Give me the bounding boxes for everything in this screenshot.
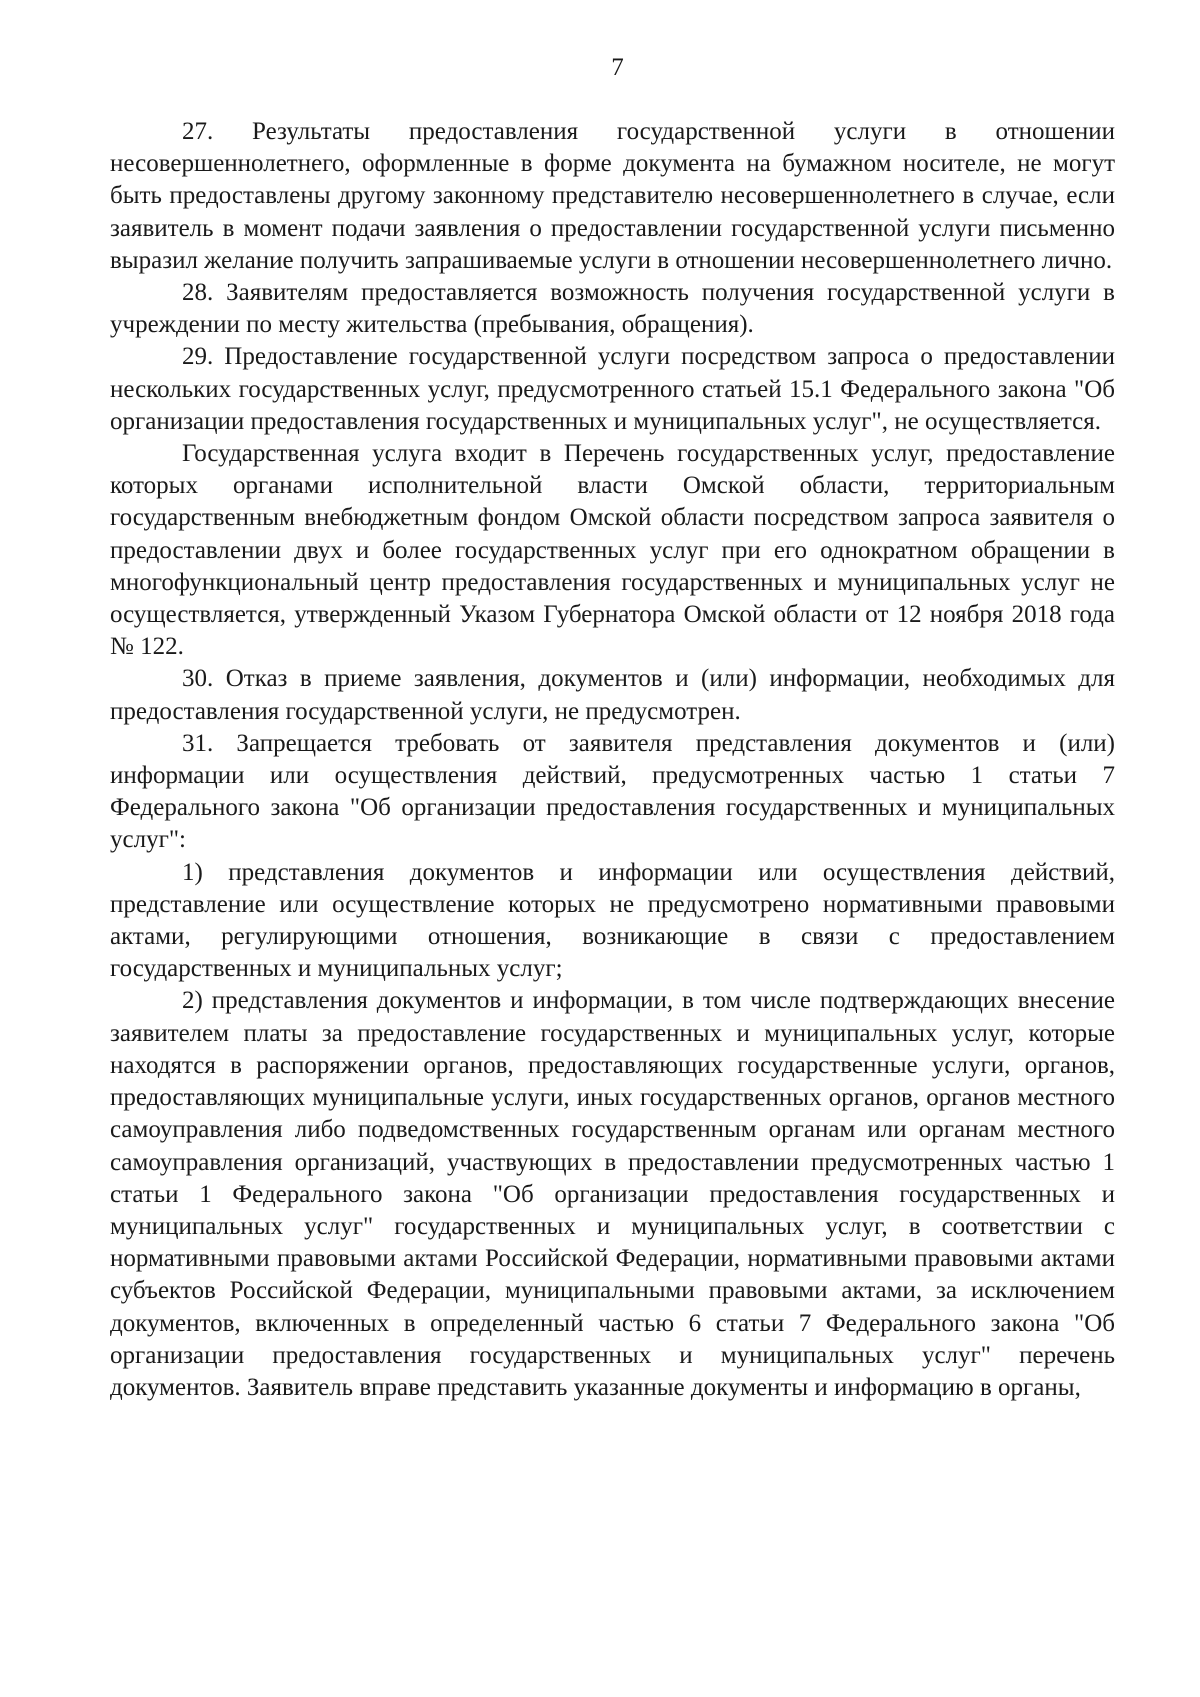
paragraph-29: 29. Предоставление государственной услуги посредством запроса о предоставлении нескольких государственных услуг, предусмотренного статьей 15.1 Федерального закона "Об организации предоставления государственных и муниципальных услуг", не осуществляется. <box>110 343 1115 435</box>
paragraph-30: 30. Отказ в приеме заявления, документов и (или) информации, необходимых для предоставления государственной услуги, не предусмотрен. <box>110 665 1115 725</box>
paragraph-29-list-note: Государственная услуга входит в Перечень государственных услуг, предоставление которых органами исполнительной власти Омской области, территориальным государственным внебюджетным фондом Омской области посредством запроса заявителя о предоставлении двух и более государственных услуг при его однократном обращении в многофункциональный центр предоставления государственных и муниципальных услуг не осуществляется, утвержденный Указом Губернатора Омской области от 12 ноября 2018 года № 122. <box>110 440 1115 661</box>
paragraph-31: 31. Запрещается требовать от заявителя представления документов и (или) информации или осуществления действий, предусмотренных частью 1 статьи 7 Федерального закона "Об организации предоставления государственных и муниципальных услуг": <box>110 729 1115 854</box>
paragraph-28: 28. Заявителям предоставляется возможность получения государственной услуги в учреждении по месту жительства (пребывания, обращения). <box>110 279 1115 339</box>
paragraph-27: 27. Результаты предоставления государственной услуги в отношении несовершеннолетнего, оформленные в форме документа на бумажном носителе, не могут быть предоставлены другому законному представителю несовершеннолетнего в случае, если заявитель в момент подачи заявления о предоставлении государственной услуги письменно выразил желание получить запрашиваемые услуги в отношении несовершеннолетнего лично. <box>110 118 1115 274</box>
page-number: 7 <box>611 54 624 81</box>
document-page <box>110 52 1115 1404</box>
paragraph-31-item-1: 1) представления документов и информации или осуществления действий, представление или осуществление которых не предусмотрено нормативными правовыми актами, регулирующими отношения, возникающие в связи с предоставлением государственных и муниципальных услуг; <box>110 858 1115 983</box>
paragraph-31-item-2: 2) представления документов и информации, в том числе подтверждающих внесение заявителем платы за предоставление государственных и муниципальных услуг, которые находятся в распоряжении органов, предоставляющих государственные услуги, органов, предоставляющих муниципальные услуги, иных государственных органов, органов местного самоуправления либо подведомственных государственным органам или органам местного самоуправления организаций, участвующих в предоставлении предусмотренных частью 1 статьи 1 Федерального закона "Об организации предоставления государственных и муниципальных услуг" государственных и муниципальных услуг, в соответствии с нормативными правовыми актами Российской Федерации, нормативными правовыми актами субъектов Российской Федерации, муниципальными правовыми актами, за исключением документов, включенных в определенный частью 6 статьи 7 Федерального закона "Об организации предоставления государственных и муниципальных услуг" перечень документов. Заявитель вправе представить указанные документы и информацию в органы, <box>110 987 1115 1401</box>
